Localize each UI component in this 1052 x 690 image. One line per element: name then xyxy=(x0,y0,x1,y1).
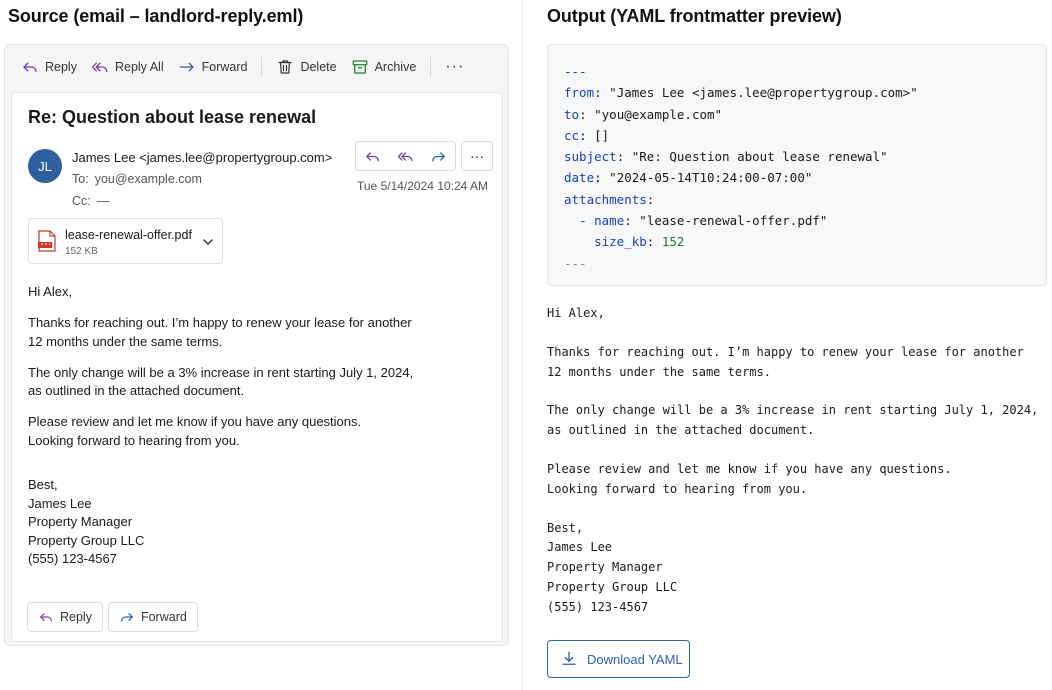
yaml-key: to xyxy=(564,106,580,122)
forward-arrow-icon xyxy=(119,609,135,625)
message-forward-button[interactable] xyxy=(422,142,455,170)
yaml-line xyxy=(564,61,1030,82)
yaml-delimiter: --- xyxy=(564,255,587,271)
reply-icon xyxy=(38,609,54,625)
body-paragraph: Please review and let me know if you have any questions. Looking forward to hearing from you. xyxy=(547,461,952,496)
yaml-key: subject xyxy=(564,149,617,165)
attachment-card[interactable] xyxy=(28,218,223,264)
download-icon xyxy=(560,650,578,668)
output-title: Output (YAML frontmatter preview) xyxy=(547,6,842,26)
yaml-key: from xyxy=(564,85,595,101)
forward-button[interactable] xyxy=(178,58,248,76)
yaml-line: from: "James Lee <james.lee@propertygroup.com>" xyxy=(564,85,918,101)
body-paragraph: The only change will be a 3% increase in rent starting July 1, 2024, as outlined in the attached document. xyxy=(547,403,1039,438)
bottom-forward-label: Forward xyxy=(140,610,187,624)
recipient-line xyxy=(72,172,202,186)
signature: Best, James Lee Property Manager Property Group LLC (555) 123-4567 xyxy=(28,477,145,566)
bottom-actions xyxy=(27,602,198,632)
yaml-line: - name: "lease-renewal-offer.pdf" xyxy=(579,213,828,229)
yaml-delimiter: --- xyxy=(564,64,587,79)
markdown-body xyxy=(547,304,1047,637)
email-toolbar xyxy=(5,45,508,89)
yaml-key: attachments xyxy=(564,191,647,207)
yaml-value: [] xyxy=(594,127,610,143)
yaml-value: "2024-05-14T10:24:00-07:00" xyxy=(609,170,813,186)
reply-all-label: Reply All xyxy=(114,60,164,74)
bottom-reply-label: Reply xyxy=(60,610,92,624)
message-more-icon[interactable]: ··· xyxy=(461,141,493,171)
recipient[interactable]: you@example.com xyxy=(94,172,202,186)
yaml-value: "you@example.com" xyxy=(594,106,723,122)
body-paragraph: Hi Alex, xyxy=(547,306,605,320)
archive-button[interactable] xyxy=(351,58,417,76)
forward-icon xyxy=(178,58,196,76)
trash-icon xyxy=(276,58,294,76)
reply-all-icon xyxy=(397,148,414,165)
yaml-key: date xyxy=(564,170,595,186)
message-reply-all-button[interactable] xyxy=(389,142,422,170)
yaml-frontmatter xyxy=(547,44,1047,286)
yaml-line: subject: "Re: Question about lease renewal" xyxy=(564,149,888,165)
message-date: Tue 5/14/2024 10:24 AM xyxy=(357,179,488,193)
yaml-line: cc: [] xyxy=(564,127,610,143)
attachment-size: 152 KB xyxy=(65,246,98,257)
yaml-value: "Re: Question about lease renewal" xyxy=(631,149,888,165)
forward-arrow-icon xyxy=(430,148,447,165)
attachment-name: lease-renewal-offer.pdf xyxy=(65,228,192,242)
message-subject: Re: Question about lease renewal xyxy=(28,107,317,127)
reply-button[interactable] xyxy=(21,58,77,76)
yaml-key: name xyxy=(594,213,625,229)
output-pane xyxy=(522,0,1052,690)
download-label: Download YAML xyxy=(587,651,683,667)
source-title: Source (email – landlord-reply.eml) xyxy=(8,6,304,26)
reply-label: Reply xyxy=(45,60,77,74)
yaml-line: to: "you@example.com" xyxy=(564,106,723,122)
message-reply-button[interactable] xyxy=(356,142,389,170)
yaml-key: size_kb xyxy=(594,234,647,250)
yaml-line xyxy=(564,253,1030,274)
download-yaml-button[interactable] xyxy=(547,640,690,678)
signature: Best, James Lee Property Manager Property Group LLC (555) 123-4567 xyxy=(547,520,678,614)
cc-label: Cc: xyxy=(72,194,91,208)
pdf-icon xyxy=(38,230,56,252)
reply-all-icon xyxy=(91,58,109,76)
forward-label: Forward xyxy=(201,60,248,74)
toolbar-divider xyxy=(261,57,262,77)
body-paragraph: Thanks for reaching out. I’m happy to renew your lease for another 12 months under the same terms. xyxy=(547,344,1024,379)
yaml-value: "lease-renewal-offer.pdf" xyxy=(639,213,828,229)
yaml-line: attachments: xyxy=(564,191,655,207)
cc-line xyxy=(72,194,109,208)
reply-icon xyxy=(364,148,381,165)
message-body xyxy=(28,283,488,581)
yaml-key: cc xyxy=(564,127,580,143)
reply-icon xyxy=(21,58,39,76)
chevron-down-icon[interactable] xyxy=(202,236,214,248)
source-pane xyxy=(0,0,520,690)
archive-icon xyxy=(351,58,369,76)
more-options-icon[interactable]: ··· xyxy=(445,58,465,75)
yaml-value: "James Lee <james.lee@propertygroup.com>" xyxy=(609,85,918,101)
message-view xyxy=(11,92,503,642)
message-actions xyxy=(355,141,456,171)
cc-value: — xyxy=(96,194,110,208)
email-card xyxy=(4,44,509,646)
yaml-value: 152 xyxy=(661,234,685,250)
toolbar-divider xyxy=(430,57,431,77)
to-label: To: xyxy=(72,172,89,186)
body-paragraph: Hi Alex, xyxy=(28,284,73,299)
body-paragraph: Thanks for reaching out. I’m happy to renew your lease for another 12 months under the same terms. xyxy=(28,315,412,349)
archive-label: Archive xyxy=(374,60,417,74)
body-paragraph: The only change will be a 3% increase in rent starting July 1, 2024, as outlined in the attached document. xyxy=(28,364,414,398)
avatar: JL xyxy=(28,149,62,183)
bottom-forward-button[interactable] xyxy=(108,602,198,632)
yaml-line: size_kb: 152 xyxy=(594,234,685,250)
delete-button[interactable] xyxy=(276,58,336,76)
yaml-line: date: "2024-05-14T10:24:00-07:00" xyxy=(564,170,813,186)
sender[interactable]: James Lee <james.lee@propertygroup.com> xyxy=(72,150,333,165)
bottom-reply-button[interactable] xyxy=(27,602,103,632)
body-paragraph: Please review and let me know if you have any questions. Looking forward to hearing from you. xyxy=(28,414,362,448)
reply-all-button[interactable] xyxy=(91,58,164,76)
delete-label: Delete xyxy=(300,60,337,74)
